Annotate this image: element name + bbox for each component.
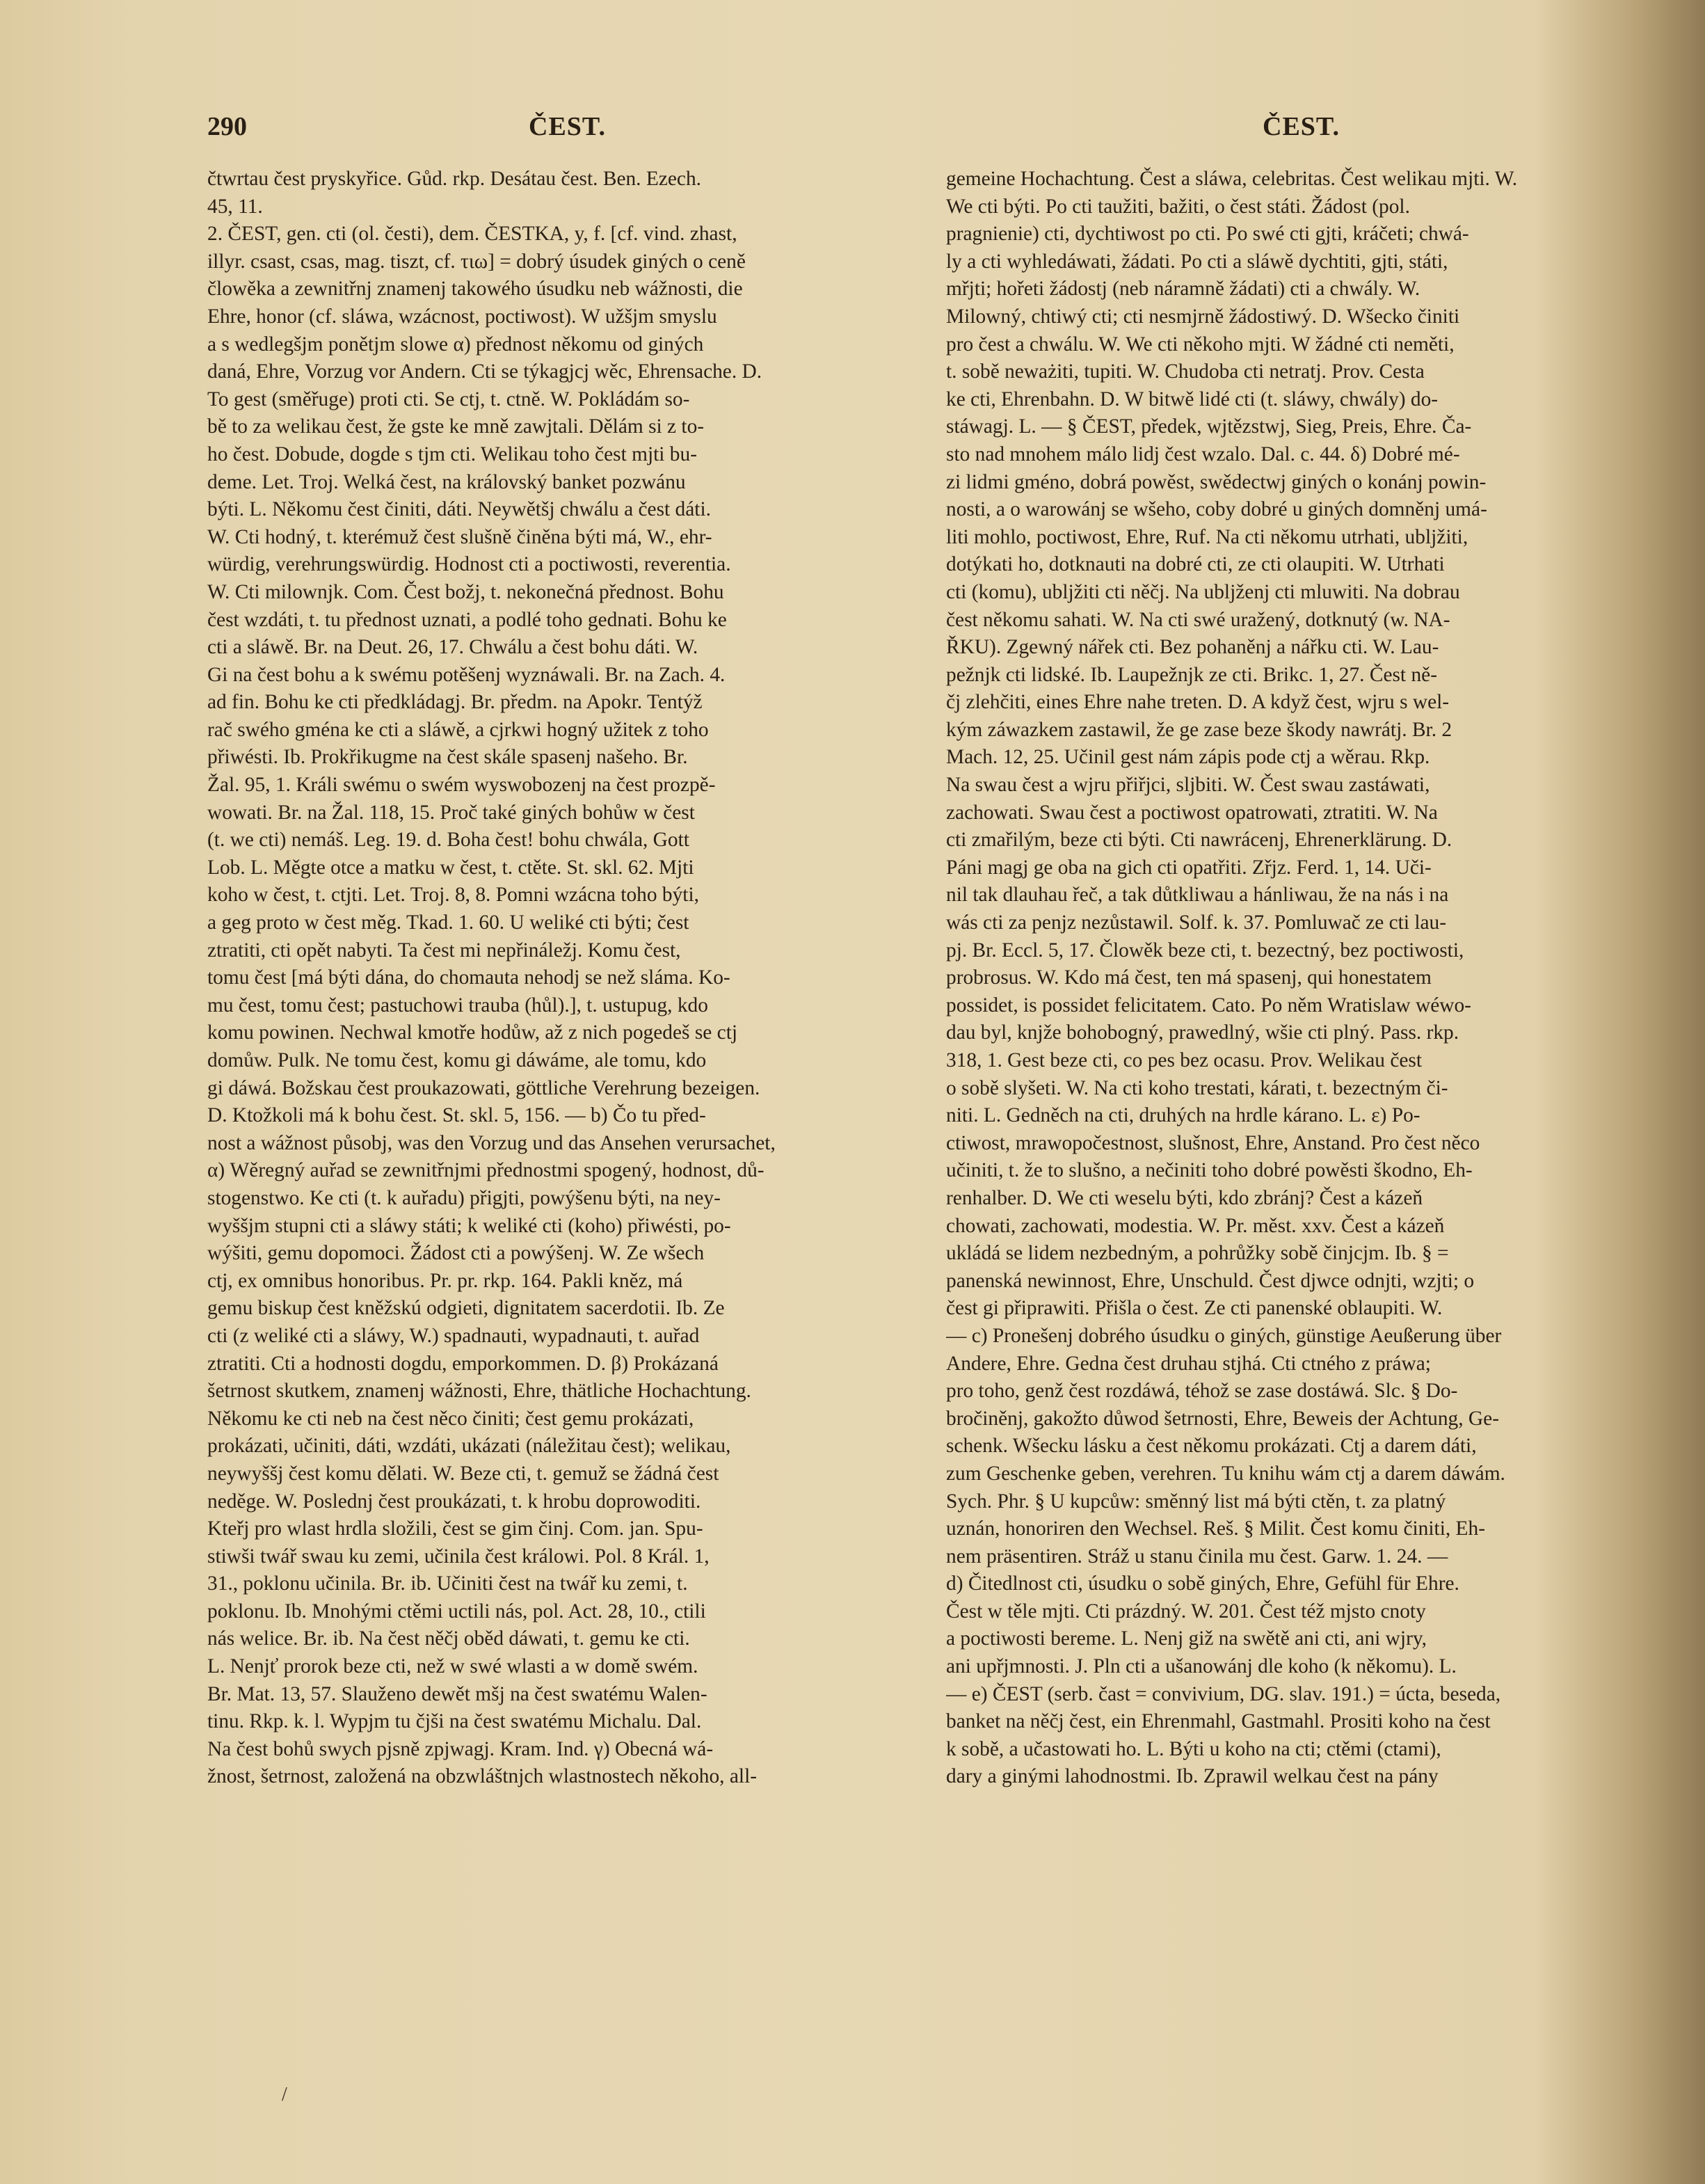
left-column-line: neywyššj čest komu dělati. W. Beze cti, t. gemuž se žádná čest [207, 1462, 719, 1485]
right-column-line: renhalber. D. We cti weselu býti, kdo zbránj? Čest a kázeň [946, 1186, 1423, 1209]
right-column-line: stáwagj. L. — § ČEST, předek, wjtězstwj, Sieg, Preis, Ehre. Ča- [946, 415, 1472, 438]
left-column-line: Žal. 95, 1. Králi swému o swém wyswobozenj na čest prozpě- [207, 774, 716, 797]
right-column-line: nil tak dlauhau řeč, a tak důtkliwau a hánliwau, že na nás i na [946, 884, 1449, 907]
right-column-line: bročiněnj, gakožto důwod šetrnosti, Ehre, Beweis der Achtung, Ge- [946, 1407, 1499, 1430]
right-column-line: dotýkati ho, dotknauti na dobré cti, ze cti olaupiti. W. Utrhati [946, 553, 1445, 576]
right-column-line: zi lidmi gméno, dobrá powěst, swědectwj giných o konánj powin- [946, 470, 1487, 493]
right-column-line: schenk. Wšecku lásku a čest někomu prokázati. Ctj a darem dáti, [946, 1435, 1477, 1458]
left-column-line: čest wzdáti, t. tu přednost uznati, a podlé toho gednati. Bohu ke [207, 608, 727, 631]
left-column-line: Kteřj pro wlast hrdla složili, čest se gim činj. Com. jan. Spu- [207, 1517, 703, 1540]
left-column-line: stogenstwo. Ke cti (t. k auřadu) přigjti, powýšenu býti, na ney- [207, 1186, 721, 1209]
right-column-line: possidet, is possidet felicitatem. Cato. Po něm Wratislaw wéwo- [946, 994, 1471, 1017]
left-column-line: wýšiti, gemu dopomoci. Žádost cti a powýšenj. W. Ze wšech [207, 1242, 705, 1265]
stray-mark: / [282, 2084, 287, 2105]
left-column-line: D. Ktožkoli má k bohu čest. St. skl. 5, 156. — b) Čo tu před- [207, 1104, 706, 1127]
left-column-line: L. Nenjť prorok beze cti, než w swé wlasti a w domě swém. [207, 1655, 698, 1678]
right-column-line: nosti, a o warowánj se wšeho, coby dobré u giných domněnj umá- [946, 498, 1487, 521]
left-column-line: To gest (směřuge) proti cti. Se ctj, t. ctně. W. Pokládám so- [207, 388, 690, 411]
right-column-line: — e) ČEST (serb. čast = convivium, DG. slav. 191.) = úcta, beseda, [946, 1682, 1501, 1705]
right-column-line: chowati, zachowati, modestia. W. Pr. měst. xxv. Čest a kázeň [946, 1214, 1445, 1237]
right-column-line: d) Čitedlnost cti, úsudku o sobě giných, Ehre, Gefühl für Ehre. [946, 1572, 1459, 1595]
right-column-line: zum Geschenke geben, verehren. Tu knihu wám ctj a darem dáwám. [946, 1462, 1505, 1485]
left-column-line: wyššjm stupni cti a sláwy státi; k weliké cti (koho) přiwésti, po- [207, 1214, 731, 1237]
right-column-line: nem präsentiren. Stráž u stanu činila mu čest. Garw. 1. 24. — [946, 1545, 1448, 1568]
right-column-line: panenská newinnost, Ehre, Unschuld. Čest djwce odnjti, wzjti; o [946, 1269, 1475, 1292]
left-column-line: šetrnost skutkem, znamenj wážnosti, Ehre, thätliche Hochachtung. [207, 1380, 751, 1403]
left-column-line: tinu. Rkp. k. l. Wypjm tu čjši na čest swatému Michalu. Dal. [207, 1710, 702, 1733]
right-column-line: Andere, Ehre. Gedna čest druhau stjhá. Cti ctného z práwa; [946, 1352, 1431, 1375]
left-column-line: W. Cti milownjk. Com. Čest božj, t. nekonečná přednost. Bohu [207, 580, 724, 603]
right-column-line: zachowati. Swau čest a poctiwost opatrowati, ztratiti. W. Na [946, 801, 1438, 824]
right-column-line: Čest w těle mjti. Cti prázdný. W. 201. Čest též mjsto cnoty [946, 1600, 1426, 1623]
left-column-line: deme. Let. Troj. Welká čest, na královský banket pozwánu [207, 470, 686, 493]
left-column-line: würdig, verehrungswürdig. Hodnost cti a poctiwosti, reverentia. [207, 553, 731, 576]
right-column-line: liti mohlo, poctiwost, Ehre, Ruf. Na cti někomu utrhati, ubljžiti, [946, 525, 1468, 548]
right-column-line: Na swau čest a wjru přiřjci, sljbiti. W. Čest swau zastáwati, [946, 774, 1430, 797]
right-column-line: dary a ginými lahodnostmi. Ib. Zprawil welkau čest na pány [946, 1765, 1439, 1788]
left-column-line: komu powinen. Nechwal kmotře hodůw, až z nich pogedeš se ctj [207, 1021, 738, 1044]
left-column-line: illyr. csast, csas, mag. tiszt, cf. τιω] = dobrý úsudek giných o ceně [207, 250, 746, 273]
right-column-line: niti. L. Gedněch na cti, druhých na hrdle kárano. L. ε) Po- [946, 1104, 1420, 1127]
right-column-line: cti (komu), ubljžiti cti něčj. Na ubljženj cti mluwiti. Na dobrau [946, 580, 1460, 603]
left-column-line: gi dáwá. Božskau čest proukazowati, göttliche Verehrung bezeigen. [207, 1076, 760, 1099]
left-column-line: koho w čest, t. ctjti. Let. Troj. 8, 8. Pomni wzácna toho býti, [207, 884, 699, 907]
right-column-line: o sobě slyšeti. W. Na cti koho trestati, kárati, t. bezectným či- [946, 1076, 1448, 1099]
left-column-line: daná, Ehre, Vorzug vor Andern. Cti se týkagjcj wěc, Ehrensache. D. [207, 360, 762, 383]
left-column-line: mu čest, tomu čest; pastuchowi trauba (hůl).], t. ustupug, kdo [207, 994, 708, 1017]
right-column-line: t. sobě neważiti, tupiti. W. Chudoba cti netratj. Prov. Cesta [946, 360, 1425, 383]
left-column-line: přiwésti. Ib. Prokřikugme na čest skále spasenj našeho. Br. [207, 746, 688, 769]
left-column-line: Na čest bohů swych pjsně zpjwagj. Kram. Ind. γ) Obecná wá- [207, 1737, 714, 1760]
left-column-line: stiwši twář swau ku zemi, učinila čest králowi. Pol. 8 Král. 1, [207, 1545, 710, 1568]
right-column-line: sto nad mnohem málo lidj čest wzalo. Dal. c. 44. δ) Dobré mé- [946, 443, 1460, 465]
left-column-line: žnost, šetrnost, založená na obzwláštnjch wlastnostech někoho, all- [207, 1765, 758, 1788]
right-column-line: ukládá se lidem nezbedným, a pohrůžky sobě činjcjm. Ib. § = [946, 1242, 1449, 1265]
left-column-line: domůw. Pulk. Ne tomu čest, komu gi dáwáme, ale tomu, kdo [207, 1049, 707, 1071]
right-column-line: pežnjk cti lidské. Ib. Laupežnjk ze cti. Brikc. 1, 27. Čest ně- [946, 663, 1437, 686]
left-column-line: a geg proto w čest měg. Tkad. 1. 60. U weliké cti býti; čest [207, 911, 689, 934]
left-column-line: wowati. Br. na Žal. 118, 15. Proč také giných bohůw w čest [207, 801, 695, 824]
left-column-line: prokázati, učiniti, dáti, wzdáti, ukázati (náležitau čest); welikau, [207, 1435, 731, 1458]
right-column [946, 166, 1683, 1791]
left-column-line: Lob. L. Měgte otce a matku w čest, t. ctěte. St. skl. 62. Mjti [207, 856, 694, 879]
left-column-line: 2. ČEST, gen. cti (ol. česti), dem. ČESTKA, y, f. [cf. vind. zhast, [207, 223, 737, 246]
left-column-line: člowěka a zewnitřnj znamenj takowého úsudku neb wážnosti, die [207, 278, 743, 301]
right-column-line: ly a cti wyhledáwati, žádati. Po cti a sláwě dychtiti, gjti, státi, [946, 250, 1448, 273]
right-column-line: ctiwost, mrawopočestnost, slušnost, Ehre, Anstand. Pro čest něco [946, 1131, 1480, 1154]
left-column-line: poklonu. Ib. Mnohými ctěmi uctili nás, pol. Act. 28, 10., ctili [207, 1600, 706, 1623]
left-column-line: čtwrtau čest pryskyřice. Gůd. rkp. Desátau čest. Ben. Ezech. [207, 168, 702, 190]
right-column-line: a poctiwosti bereme. L. Nenj giž na swětě ani cti, ani wjry, [946, 1627, 1427, 1650]
left-column-line: cti a sláwě. Br. na Deut. 26, 17. Chwálu a čest bohu dáti. W. [207, 636, 698, 659]
right-column-line: Mach. 12, 25. Učinil gest nám zápis pode ctj a wěrau. Rkp. [946, 746, 1430, 769]
right-column-line: cti zmařilým, beze cti býti. Cti nawrácenj, Ehrenerklärung. D. [946, 829, 1452, 852]
left-column-line: (t. we cti) nemáš. Leg. 19. d. Boha čest! bohu chwála, Gott [207, 829, 689, 852]
left-column-line: 45, 11. [207, 195, 263, 218]
left-column-line: α) Wěregný auřad se zewnitřnjmi přednostmi spogený, hodnost, dů- [207, 1159, 765, 1182]
right-column-line: probrosus. W. Kdo má čest, ten má spasenj, qui honestatem [946, 966, 1432, 989]
right-column-line: čest gi připrawiti. Přišla o čest. Ze cti panenské oblaupiti. W. [946, 1297, 1443, 1320]
running-header [0, 111, 1705, 153]
right-column-line: čj zlehčiti, eines Ehre nahe treten. D. A když čest, wjru s wel- [946, 691, 1450, 714]
left-column-line: a s wedlegšjm ponětjm slowe α) přednost někomu od giných [207, 333, 704, 356]
right-column-line: mřjti; hořeti žádostj (neb náramně žádati) cti a chwály. W. [946, 278, 1420, 301]
left-column-line: Někomu ke cti neb na čest něco činiti; čest gemu prokázati, [207, 1407, 694, 1430]
right-column-line: k sobě, a učastowati ho. L. Býti u koho na cti; ctěmi (ctami), [946, 1737, 1441, 1760]
left-column-line: 31., poklonu učinila. Br. ib. Učiniti čest na twář ku zemi, t. [207, 1572, 688, 1595]
left-column-line: bě to za welikau čest, že gste ke mně zawjtali. Dělám si z to- [207, 415, 705, 438]
right-column-line: We cti býti. Po cti taužiti, bažiti, o čest státi. Žádost (pol. [946, 195, 1410, 218]
right-column-line: pro toho, genž čest rozdáwá, téhož se zase dostáwá. Slc. § Do- [946, 1380, 1458, 1403]
right-column-line: wás cti za penjz nezůstawil. Solf. k. 37. Pomluwač ze cti lau- [946, 911, 1447, 934]
right-column-line: pro čest a chwálu. W. We cti někoho mjti. W žádné cti neměti, [946, 333, 1455, 356]
left-column-line: gemu biskup čest kněžskú odgieti, dignitatem sacerdotii. Ib. Ze [207, 1297, 725, 1320]
right-column-line: pragnienie) cti, dychtiwost po cti. Po swé cti gjti, kráčeti; chwá- [946, 223, 1469, 246]
left-column-line: tomu čest [má býti dána, do chomauta nehodj se než sláma. Ko- [207, 966, 730, 989]
left-column-line: Ehre, honor (cf. sláwa, wzácnost, poctiwost). W užšjm smyslu [207, 305, 717, 328]
right-column-line: učiniti, t. že to slušno, a nečiniti toho dobré powěsti škodno, Eh- [946, 1159, 1473, 1182]
left-column-line: neděge. W. Poslednj čest proukázati, t. k hrobu doprowoditi. [207, 1490, 701, 1513]
left-column-line: rač swého gména ke cti a sláwě, a cjrkwi hogný užitek z toho [207, 718, 709, 741]
left-column-line: ctj, ex omnibus honoribus. Pr. pr. rkp. 164. Pakli kněz, má [207, 1269, 683, 1292]
left-column-line: nás welice. Br. ib. Na čest něčj oběd dáwati, t. gemu ke cti. [207, 1627, 690, 1650]
right-column-line: — c) Pronešenj dobrého úsudku o giných, günstige Aeußerung über [946, 1324, 1502, 1347]
right-column-line: kým záwazkem zastawil, že ge zase beze škody nawrátj. Br. 2 [946, 718, 1452, 741]
right-column-line: 318, 1. Gest beze cti, co pes bez ocasu. Prov. Welikau čest [946, 1049, 1423, 1071]
right-column-line: Páni magj ge oba na gich cti opatřiti. Zřjz. Ferd. 1, 14. Uči- [946, 856, 1432, 879]
right-column-line: dau byl, knjže bohobogný, prawedlný, wšie cti plný. Pass. rkp. [946, 1021, 1459, 1044]
right-column-headword: ČEST. [1263, 112, 1340, 141]
left-column-line: Br. Mat. 13, 57. Slauženo dewět mšj na čest swatému Walen- [207, 1682, 707, 1705]
left-column-line: ztratiti, cti opět nabyti. Ta čest mi nepřináležj. Komu čest, [207, 939, 681, 962]
left-column-line: býti. L. Někomu čest činiti, dáti. Neywětšj chwálu a čest dáti. [207, 498, 711, 521]
right-column-line: ani upřjmnosti. J. Pln cti a ušanowánj dle koho (k někomu). L. [946, 1655, 1457, 1678]
left-column [207, 166, 945, 1791]
left-column-line: cti (z weliké cti a sláwy, W.) spadnauti, wypadnauti, t. auřad [207, 1324, 700, 1347]
left-column-line: ho čest. Dobude, dogde s tjm cti. Welikau toho čest mjti bu- [207, 443, 697, 465]
page-number: 290 [207, 112, 247, 141]
right-column-line: banket na něčj čest, ein Ehrenmahl, Gastmahl. Prositi koho na čest [946, 1710, 1491, 1733]
left-column-line: W. Cti hodný, t. kterémuž čest slušně činěna býti má, W., ehr- [207, 525, 712, 548]
right-column-line: ŘKU). Zgewný nářek cti. Bez pohaněnj a nářku cti. W. Lau- [946, 636, 1439, 659]
right-column-line: Milowný, chtiwý cti; cti nesmjrně žádostiwý. D. Wšecko činiti [946, 305, 1460, 328]
left-column-line: ad fin. Bohu ke cti předkládagj. Br. předm. na Apokr. Tentýž [207, 691, 703, 714]
right-column-line: Sych. Phr. § U kupcůw: směnný list má býti ctěn, t. za platný [946, 1490, 1446, 1513]
right-column-line: čest někomu sahati. W. Na cti swé uražený, dotknutý (w. NA- [946, 608, 1450, 631]
left-column-line: ztratiti. Cti a hodnosti dogdu, emporkommen. D. β) Prokázaná [207, 1352, 719, 1375]
right-column-line: uznán, honoriren den Wechsel. Reš. § Milit. Čest komu činiti, Eh- [946, 1517, 1485, 1540]
right-column-line: pj. Br. Eccl. 5, 17. Člowěk beze cti, t. bezectný, bez poctiwosti, [946, 939, 1464, 962]
left-column-line: nost a wážnost působj, was den Vorzug und das Ansehen verursachet, [207, 1131, 776, 1154]
left-column-headword: ČEST. [529, 112, 606, 141]
left-column-line: Gi na čest bohu a k swému potěšenj wyznáwali. Br. na Zach. 4. [207, 663, 726, 686]
right-column-line: gemeine Hochachtung. Čest a sláwa, celebritas. Čest welikau mjti. W. [946, 168, 1518, 190]
right-column-line: ke cti, Ehrenbahn. D. W bitwě lidé cti (t. sláwy, chwály) do- [946, 388, 1439, 411]
